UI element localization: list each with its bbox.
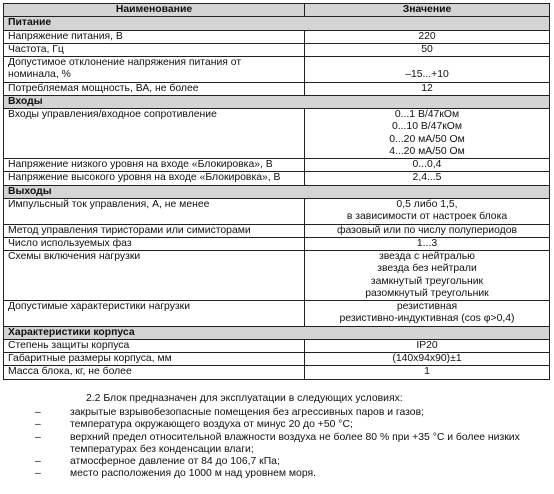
parameter-value-line: 4...20 мА/50 Ом — [389, 145, 465, 157]
parameter-name — [4, 43, 305, 56]
section-row — [4, 17, 550, 30]
parameter-name — [4, 237, 305, 250]
parameter-name-line: Допустимые характеристики нагрузки — [8, 301, 191, 313]
parameter-name — [4, 353, 305, 366]
parameter-value — [305, 159, 550, 172]
table-header-row — [4, 4, 550, 17]
list-dash: – — [35, 456, 41, 468]
table-row — [4, 301, 550, 327]
table-row — [4, 30, 550, 43]
parameter-value-line: звезда с нейтралью — [379, 251, 475, 263]
parameter-value-line: 0...10 В/47кОм — [391, 121, 463, 133]
parameter-value — [305, 30, 550, 43]
section-row — [4, 95, 550, 108]
parameter-value-line: замкнутый треугольник — [370, 275, 484, 287]
parameter-name — [4, 366, 305, 379]
parameter-value — [305, 43, 550, 56]
condition-item — [0, 456, 554, 468]
parameter-name-line: Габаритные размеры корпуса, мм — [8, 353, 172, 365]
parameter-value — [305, 251, 550, 301]
parameter-name-line: Степень защиты корпуса — [8, 339, 130, 351]
table-row — [4, 159, 550, 172]
column-header-name: Наименование — [4, 4, 305, 17]
parameter-value-line: 12 — [421, 82, 433, 94]
parameter-value — [305, 224, 550, 237]
parameter-name-line: Частота, Гц — [8, 43, 64, 55]
parameter-value-line: резистивно-индуктивная (cos φ>0,4) — [339, 313, 515, 325]
parameter-value — [305, 198, 550, 224]
parameter-value-line: резистивная — [396, 301, 458, 313]
parameter-name-line: Допустимое отклонение напряжения питания от — [8, 57, 242, 69]
section-title: Питание — [4, 17, 550, 30]
parameter-value-line: 0...1 В/47кОм — [394, 109, 460, 121]
parameter-name — [4, 57, 305, 83]
list-dash: – — [35, 468, 41, 480]
condition-text: закрытые взрывобезопасные помещения без агрессивных паров и газов; — [70, 407, 424, 418]
parameter-name-line: Схемы включения нагрузки — [8, 251, 141, 263]
parameter-name — [4, 30, 305, 43]
table-row — [4, 109, 550, 159]
spec-table-body — [4, 17, 550, 379]
table-row — [4, 198, 550, 224]
parameter-value-line — [309, 57, 545, 69]
table-row — [4, 172, 550, 185]
column-header-value: Значение — [305, 4, 550, 17]
condition-text: атмосферное давление от 84 до 106,7 кПа; — [70, 456, 280, 468]
parameter-value-line: 1...3 — [416, 237, 438, 249]
section-title: Характеристики корпуса — [4, 326, 550, 339]
condition-item — [0, 407, 554, 419]
condition-text: температура окружающего воздуха от минус 20 до +50 °С; — [70, 419, 353, 431]
parameter-value — [305, 237, 550, 250]
parameter-name — [4, 82, 305, 95]
parameter-value-line: звезда без нейтрали — [377, 263, 477, 275]
parameter-value-line: (140х94х90)±1 — [392, 353, 462, 365]
operating-conditions — [0, 393, 554, 481]
parameter-name-line: Потребляемая мощность, ВА, не более — [8, 82, 199, 94]
table-row — [4, 57, 550, 83]
condition-text: место расположения до 1000 м над уровнем моря. — [70, 468, 317, 480]
table-row — [4, 224, 550, 237]
section-title: Входы — [4, 95, 550, 108]
condition-text: верхний предел относительной влажности воздуха не более 80 % при +35 °С и более низких температурах без конденсации влаги; — [70, 431, 520, 455]
parameter-name — [4, 251, 305, 301]
parameter-name — [4, 172, 305, 185]
parameter-name-line: Метод управления тиристорами или симисторами — [8, 224, 251, 236]
parameter-value — [305, 82, 550, 95]
parameter-name-line: Напряжение питания, В — [8, 30, 123, 42]
parameter-value-line: разомкнутый треугольник — [365, 287, 489, 299]
parameter-name — [4, 224, 305, 237]
list-dash: – — [35, 419, 41, 431]
parameter-name-line: Масса блока, кг, не более — [8, 366, 132, 378]
section-title: Выходы — [4, 185, 550, 198]
parameter-name-line: Напряжение низкого уровня на входе «Блокировка», В — [8, 159, 273, 171]
parameter-value-line: IP20 — [416, 339, 438, 351]
parameter-value-line: 2,4...5 — [412, 172, 442, 184]
spec-table — [3, 3, 550, 380]
table-row — [4, 339, 550, 352]
section-row — [4, 326, 550, 339]
parameter-value — [305, 366, 550, 379]
parameter-name-line: Напряжение высокого уровня на входе «Блокировка», В — [8, 172, 281, 184]
table-row — [4, 237, 550, 250]
parameter-value — [305, 172, 550, 185]
parameter-value — [305, 109, 550, 159]
parameter-value-line: –15...+10 — [405, 69, 449, 81]
parameter-value — [305, 301, 550, 327]
list-dash: – — [35, 407, 41, 418]
parameter-name — [4, 301, 305, 327]
list-dash: – — [35, 431, 41, 443]
table-row — [4, 82, 550, 95]
condition-item — [0, 468, 554, 480]
parameter-value-line: фазовый или по числу полупериодов — [336, 224, 518, 236]
conditions-list — [0, 407, 554, 481]
parameter-value-line: 0,5 либо 1,5, — [396, 198, 458, 210]
parameter-value-line: 220 — [418, 30, 436, 42]
parameter-value-line: 0...0,4 — [412, 159, 442, 171]
parameter-name-line: номинала, % — [8, 69, 71, 81]
parameter-value-line: 1 — [424, 366, 430, 378]
condition-item — [0, 432, 554, 457]
parameter-name — [4, 339, 305, 352]
table-row — [4, 353, 550, 366]
section-row — [4, 185, 550, 198]
conditions-heading: 2.2 Блок предназначен для эксплуатации в следующих условиях: — [86, 393, 403, 404]
parameter-value — [305, 57, 550, 83]
condition-item — [0, 419, 554, 431]
parameter-name-line: Импульсный ток управления, А, не менее — [8, 198, 210, 210]
parameter-name — [4, 159, 305, 172]
parameter-name — [4, 109, 305, 159]
parameter-name-line: Число используемых фаз — [8, 237, 132, 249]
table-row — [4, 366, 550, 379]
parameter-value — [305, 339, 550, 352]
parameter-value-line: 0...20 мА/50 Ом — [389, 133, 465, 145]
table-row — [4, 251, 550, 301]
parameter-value — [305, 353, 550, 366]
parameter-name — [4, 198, 305, 224]
parameter-value-line: 50 — [421, 43, 433, 55]
table-row — [4, 43, 550, 56]
parameter-value-line: в зависимости от настроек блока — [346, 211, 508, 223]
parameter-name-line: Входы управления/входное сопротивление — [8, 109, 217, 121]
